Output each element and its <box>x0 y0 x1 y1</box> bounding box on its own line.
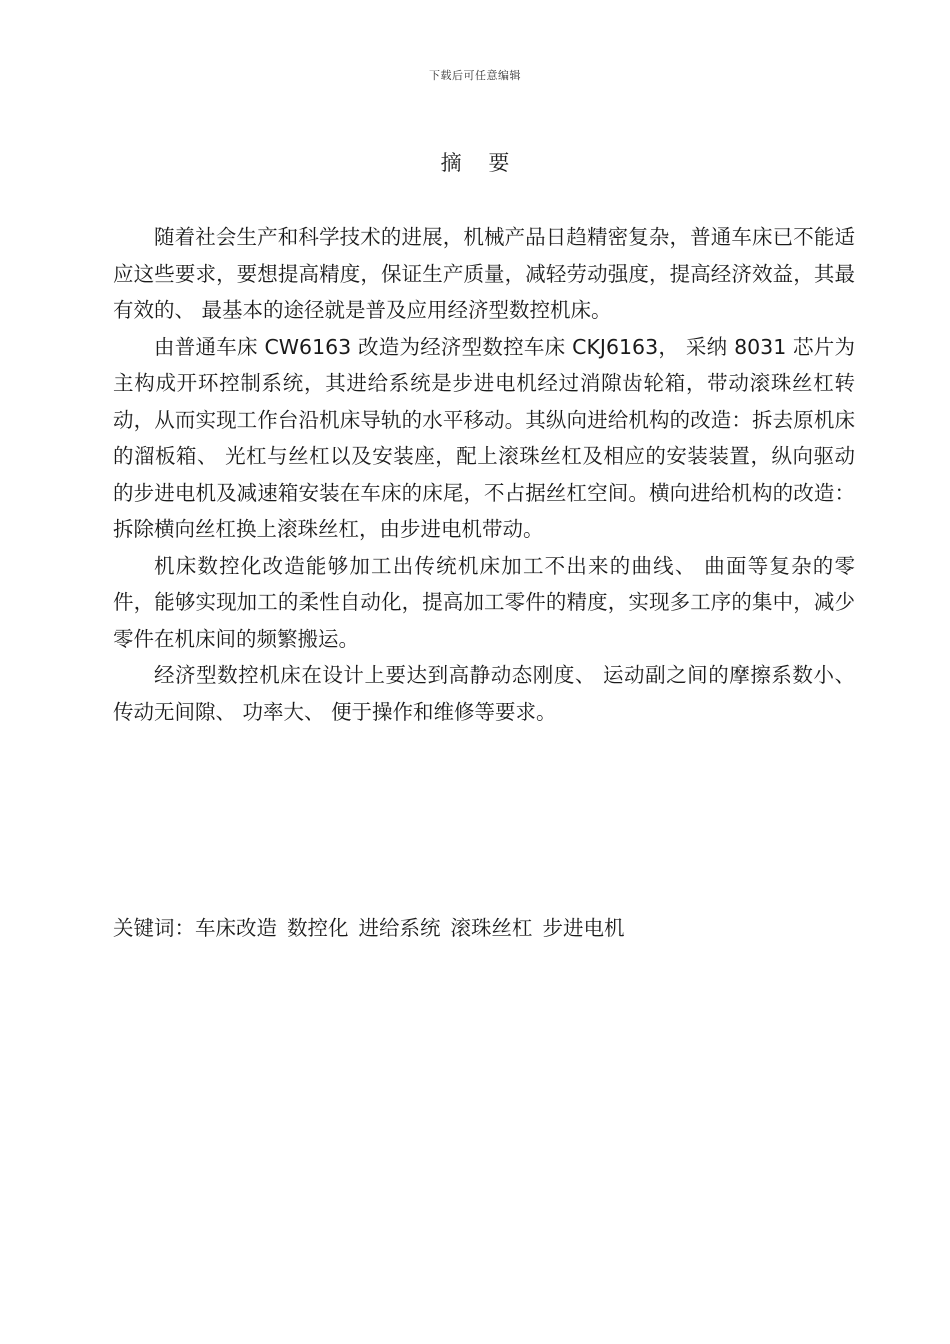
keyword-item: 步进电机 <box>542 916 625 940</box>
keyword-item: 进给系统 <box>358 916 441 940</box>
abstract-title: 摘 要 <box>440 151 520 175</box>
keyword-item: 滚珠丝杠 <box>450 916 533 940</box>
abstract-body <box>113 219 855 730</box>
keyword-item: 数控化 <box>287 916 349 940</box>
abstract-paragraph-1: 随着社会生产和科学技术的进展，机械产品日趋精密复杂，普通车床已不能适应这些要求，要想提高精度，保证生产质量，减轻劳动强度，提高经济效益，其最有效的、 最基本的途径就是普及应用经济型数控机床。 <box>113 225 855 322</box>
abstract-paragraph-2: 由普通车床 CW6163 改造为经济型数控车床 CKJ6163， 采纳 8031 芯片为主构成开环控制系统，其进给系统是步进电机经过消隙齿轮箱，带动滚珠丝杠转动，从而实现工作台沿机床导轨的水平移动。其纵向进给机构的改造：拆去原机床的溜板箱、 光杠与丝杠以及安装座，配上滚珠丝杠及相应的安装装置，纵向驱动的步进电机及减速箱安装在车床的床尾，不占据丝杠空间。横向进给机构的改造：拆除横向丝杠换上滚珠丝杠，由步进电机带动。 <box>113 334 855 541</box>
page-header-note: 下载后可任意编辑 <box>429 69 521 82</box>
keywords-label: 关键词： <box>113 916 195 940</box>
abstract-paragraph-4: 经济型数控机床在设计上要达到高静动态刚度、 运动副之间的摩擦系数小、 传动无间隙、 功率大、 便于操作和维修等要求。 <box>113 663 855 724</box>
keywords-line <box>113 910 855 947</box>
keyword-item: 车床改造 <box>195 916 277 940</box>
abstract-paragraph-3: 机床数控化改造能够加工出传统机床加工不出来的曲线、 曲面等复杂的零件，能够实现加工的柔性自动化，提高加工零件的精度，实现多工序的集中，减少零件在机床间的频繁搬运。 <box>113 553 855 651</box>
